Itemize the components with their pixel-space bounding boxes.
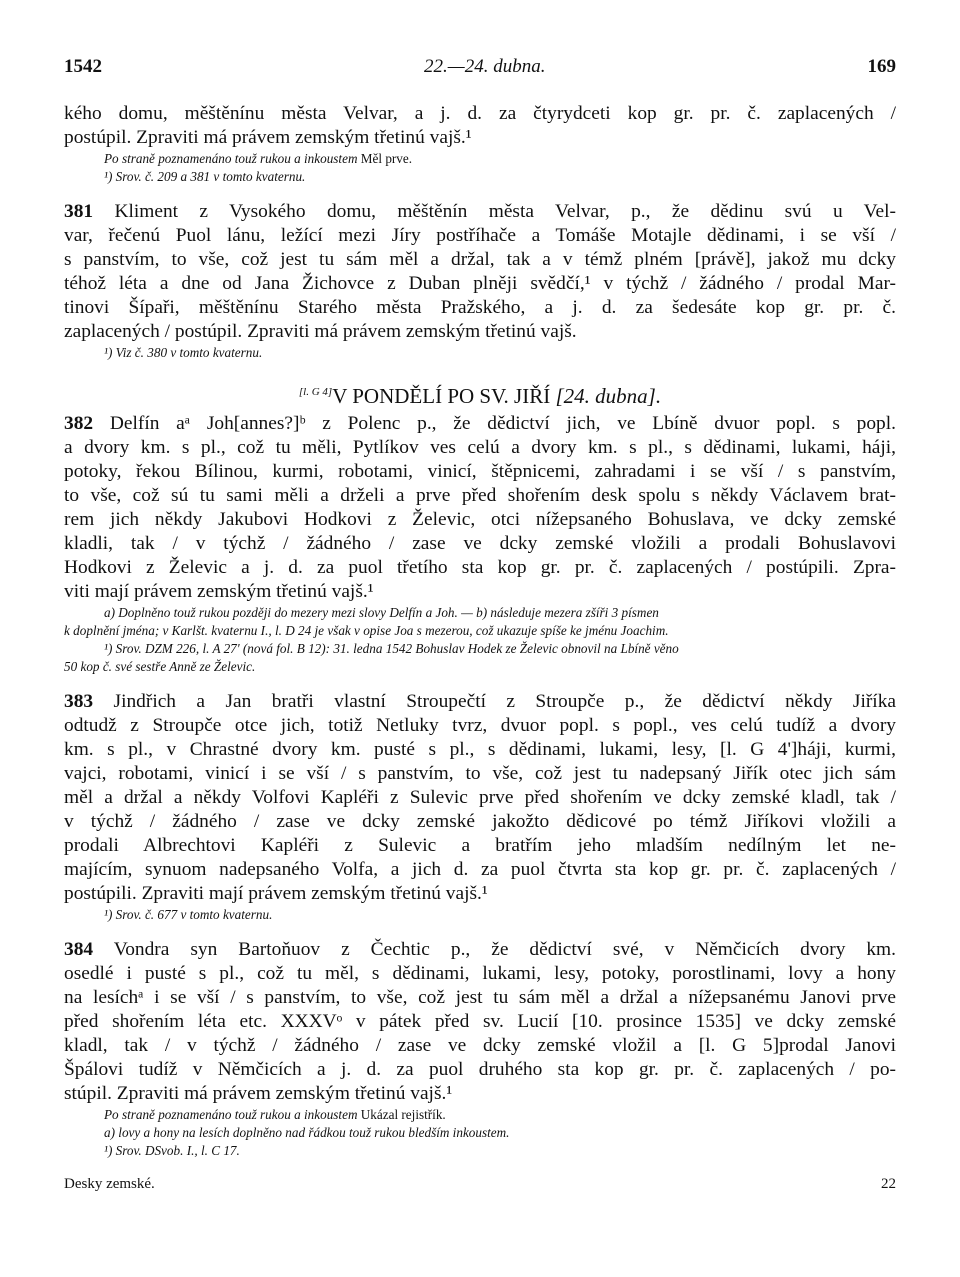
- text-line: 383 Jindřich a Jan bratři vlastní Stroupečtí z Stroupče p., že dědictví někdy Jiříka: [64, 691, 897, 712]
- text-line: potoky, řekou Bílinou, kurmi, robotami, vinicí, štěpnicemi, zahradami i se vší / s panstvím,: [64, 461, 896, 482]
- entry-381: [64, 200, 896, 362]
- text-line: 381 Kliment z Vysokého domu, měštěnín města Velvar, p., že dědinu svú u Vel-: [64, 201, 896, 222]
- textual-note: k doplnění jména; v Karlšt. kvaternu I., l. D 24 je však v opise Joa s mezerou, což ukazuje spíše ke jménu Joachim.: [64, 623, 669, 638]
- text-line: s panstvím, to vše, což jest tu sám měl a držal, tak a v témž plném [právě], jakož mu dcky: [64, 249, 896, 270]
- footnote: ¹) Srov. č. 677 v tomto kvaternu.: [104, 907, 273, 922]
- text-line: km. s pl., v Chrastné dvory km. pusté s pl., s dědinami, lukami, lesy, [l. G 4']háji, kurmi,: [64, 739, 896, 760]
- text-line: kého domu, měštěnínu města Velvar, a j. d. za čtyrydceti kop gr. pr. č. zaplacených /: [64, 103, 896, 124]
- text-line: v týchž / žádného / zase ve dcky zemské jakožto dědicové po témž Jiříkovi vložili a: [64, 811, 896, 832]
- text-line: odtudž z Stroupče otce jich, totiž Netluky tvrz, dvuor popl. s popl., ves celú tudíž a dvory: [64, 715, 896, 736]
- text-line: stúpil. Zpraviti má právem zemským třetinú vajš.¹: [64, 1083, 453, 1104]
- section-heading: [64, 372, 896, 412]
- entry-number: 384: [64, 939, 94, 960]
- page-footer: [64, 1176, 896, 1193]
- text-line: postúpil. Zpraviti má právem zemským třetinú vajš.¹: [64, 127, 472, 148]
- entry-384: [64, 938, 896, 1160]
- entry-number: 382: [64, 413, 94, 434]
- text-line: a dvory km. s pl., což tu měli, Pytlíkov ves celú a dvory km. s pl., s dědinami, lukami, háji,: [64, 437, 896, 458]
- text-line: postúpili. Zpraviti mají právem zemským třetinú vajš.¹: [64, 883, 488, 904]
- text-line: rem jich někdy Jakubovi Hodkovi z Želevic, otci nížepsaného Bohuslava, ve dcky zemské: [64, 509, 896, 530]
- entry-382: [64, 412, 896, 676]
- entry-number: 383: [64, 691, 94, 712]
- text-line: prodali Albrechtovi Kapléři z Sulevic a bratřím jeho mladším nedílným let ne-: [64, 835, 896, 856]
- folio-marker: [l. G 4]: [298, 386, 333, 398]
- text-line: téhož léta a dne od Jana Žichovce z Duban plněji svědčí,¹ v týchž / žádného / prodal Mar-: [64, 273, 896, 294]
- textual-note: a) lovy a hony na lesích doplněno nad řádkou touž rukou bledším inkoustem.: [104, 1125, 510, 1140]
- footnote: ¹) Srov. DZM 226, l. A 27' (nová fol. B 12): 31. ledna 1542 Bohuslav Hodek ze Želevic obnovil na Lbíně věno: [104, 641, 679, 656]
- text-line: měl a držal a někdy Volfovi Kapléři z Sulevic prve před shořením ve dcky zemské kladl, tak /: [64, 787, 896, 808]
- footnote: ¹) Srov. DSvob. I., l. C 17.: [104, 1143, 240, 1158]
- footnote: ¹) Srov. č. 209 a 381 v tomto kvaternu.: [104, 169, 306, 184]
- header-year: 1542: [64, 56, 102, 77]
- footer-signature: 22: [881, 1176, 896, 1192]
- document-page: [64, 56, 896, 1193]
- footnote: ¹) Viz č. 380 v tomto kvaternu.: [104, 345, 263, 360]
- text-line: majícím, synuom nadepsaného Volfa, a jich d. za puol čtvrta sta kop gr. pr. č. zaplacených /: [64, 859, 896, 880]
- page-header: [64, 56, 896, 102]
- text-line: zaplacených / postúpil. Zpraviti má právem zemským třetinú vajš.: [64, 321, 577, 342]
- text-line: tinovi Šípaři, měštěnínu Starého města Pražského, a j. d. za šedesáte kop gr. pr. č.: [64, 297, 896, 318]
- footnote: 50 kop č. své sestře Anně ze Želevic.: [64, 659, 256, 674]
- textual-note: a) Doplněno touž rukou později do mezery mezi slovy Delfín a Joh. — b) následuje mezera zšíři 3 písmen: [104, 605, 659, 620]
- entry-380-continuation: [64, 102, 896, 186]
- text-line: to vše, což sú tu sami měli a drželi a prve před shořením desk spolu s někdy Václavem brat-: [64, 485, 896, 506]
- text-line: kladl, tak / v týchž / žádného / zase ve dcky zemské vložil a [l. G 5]prodal Janovi: [64, 1035, 896, 1056]
- margin-note: Po straně poznamenáno touž rukou a inkoustem Měl prve.: [104, 151, 413, 166]
- entry-number: 381: [64, 201, 94, 222]
- header-page-number: 169: [867, 56, 896, 77]
- text-line: Hodkovi z Želevic a j. d. za puol třetího sta kop gr. pr. č. zaplacených / postúpili. Zpra-: [64, 557, 896, 578]
- footer-title: Desky zemské.: [64, 1176, 155, 1192]
- text-line: var, řečenú Puol lánu, ležící mezi Jíry postříhače a Tomáše Motajle dědinami, i se vší /: [64, 225, 896, 246]
- text-line: kladli, tak / v týchž / žádného / zase ve dcky zemské vložili a prodali Bohuslavovi: [64, 533, 896, 554]
- text-line: na lesíchᵃ i se vší / s panstvím, to vše, což jest tu sám měl a držal a nížepsanému Janovi prve: [64, 987, 896, 1008]
- entry-383: [64, 690, 896, 924]
- header-dates: 22.—24. dubna.: [424, 56, 546, 77]
- text-line: viti mají právem zemským třetinú vajš.¹: [64, 581, 374, 602]
- heading-date: [24. dubna].: [555, 384, 662, 408]
- text-line: 382 Delfín aᵃ Joh[annes?]ᵇ z Polenc p., že dědictví jich, ve Lbíně dvuor popl. s popl.: [64, 413, 896, 434]
- margin-note: Po straně poznamenáno touž rukou a inkoustem Ukázal rejistřík.: [104, 1107, 446, 1122]
- text-line: osedlé i pusté s pl., což tu měl, s dědinami, lukami, lesy, potoky, porostlinami, lovy a hony: [64, 963, 896, 984]
- text-line: před shořením léta etc. XXXVᵒ v pátek před sv. Lucií [10. prosince 1535] ve dcky zemské: [64, 1011, 896, 1032]
- text-line: Špálovi tudíž v Němčicích a j. d. za puol druhého sta kop gr. pr. č. zaplacených / po-: [64, 1059, 896, 1080]
- text-line: vajci, robotami, vinicí i se vší / s panstvím, to vše, což jest tu nadepsaný Jiřík otec jich sám: [64, 763, 896, 784]
- text-line: 384 Vondra syn Bartoňuov z Čechtic p., že dědictví své, v Němčicích dvory km.: [64, 939, 896, 960]
- heading-text: V PONDĚLÍ PO SV. JIŘÍ: [332, 384, 551, 408]
